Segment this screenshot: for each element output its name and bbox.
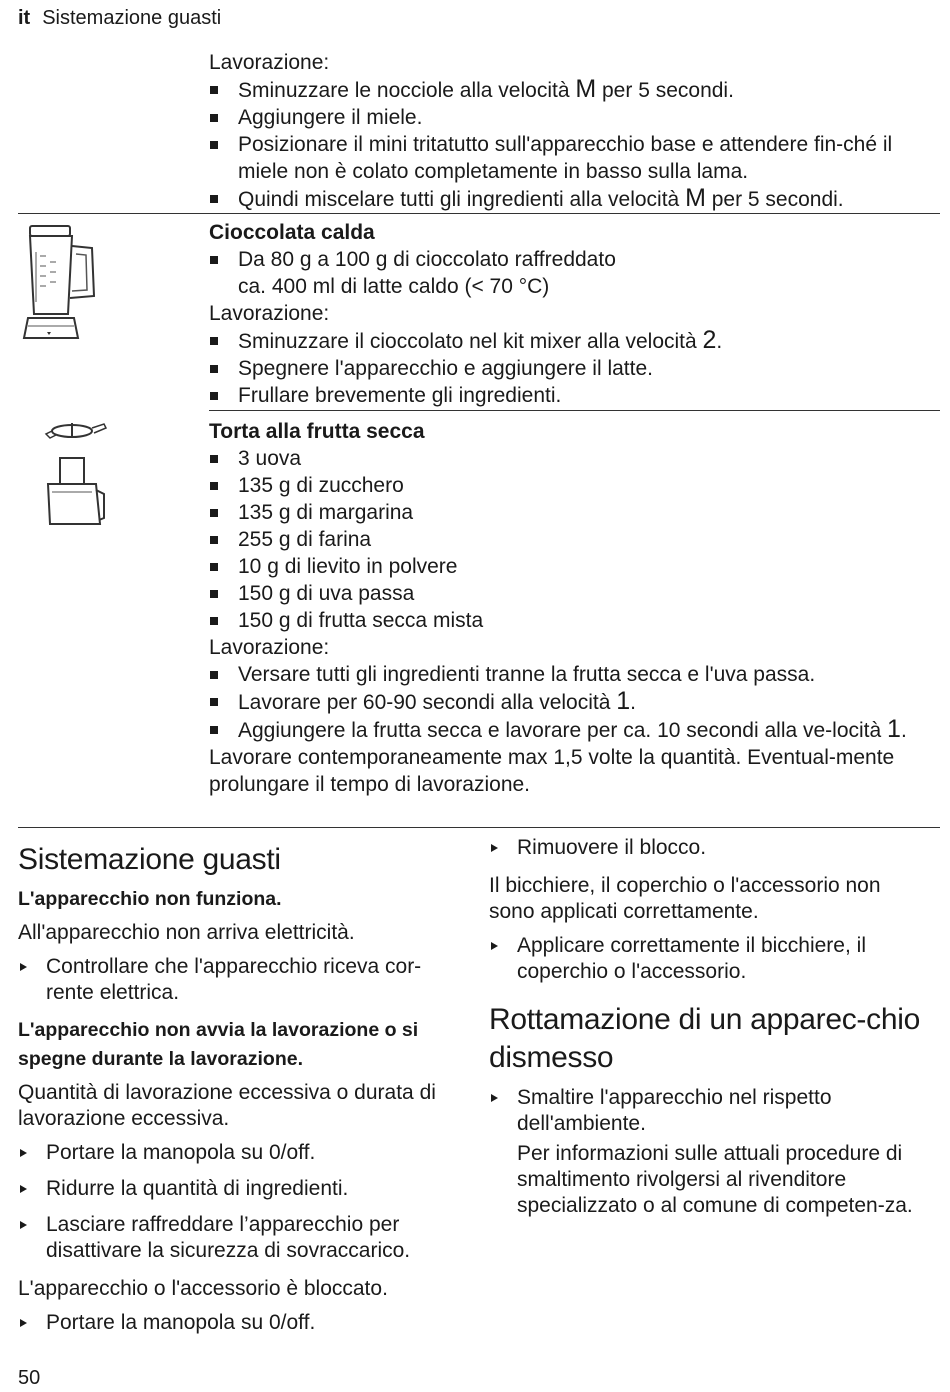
list-item: 135 g di margarina	[209, 499, 929, 526]
list-item: Rimuovere il blocco.	[489, 835, 929, 861]
action-list	[489, 835, 929, 861]
list-item: Versare tutti gli ingredienti tranne la frutta secca e l'uva passa.	[209, 661, 929, 688]
header-section-title: Sistemazione guasti	[42, 7, 222, 29]
fault-cause: All'apparecchio non arriva elettricità.	[18, 921, 355, 944]
blender-jug-icon	[20, 222, 100, 347]
ingredient-list	[209, 445, 929, 634]
list-item: 10 g di lievito in polvere	[209, 553, 929, 580]
list-item: Lasciare raffreddare l’apparecchio per disattivare la sicurezza di sovraccarico.	[18, 1212, 458, 1264]
list-item: Controllare che l'apparecchio riceva cor-rente elettrica.	[18, 954, 458, 1006]
troubleshooting-section	[18, 841, 458, 1336]
section-heading: Sistemazione guasti	[18, 843, 281, 876]
speed-symbol: 1	[616, 687, 631, 715]
action-list	[18, 954, 458, 1006]
list-item: Frullare brevemente gli ingredienti.	[209, 382, 929, 409]
lavorazione-label: Lavorazione:	[209, 51, 330, 74]
fault-title: L'apparecchio non avvia la lavorazione o si spegne durante la lavorazione.	[18, 1019, 419, 1070]
step-list	[209, 327, 929, 409]
recipe-top-block	[209, 49, 929, 213]
lavorazione-label: Lavorazione:	[209, 302, 330, 325]
action-list	[18, 1310, 458, 1336]
section-heading: Rottamazione di un apparec-chio dismesso	[489, 1003, 920, 1074]
fault-cause: Il bicchiere, il coperchio o l'accessorio non sono applicati correttamente.	[489, 874, 881, 923]
list-item: Ridurre la quantità di ingredienti.	[18, 1176, 458, 1202]
ingredient-list	[209, 246, 929, 300]
speed-symbol: 2	[702, 326, 717, 354]
speed-symbol: M	[575, 75, 597, 103]
divider	[209, 410, 940, 411]
recipe-cioccolata-block	[209, 219, 929, 409]
action-list	[18, 1140, 458, 1264]
step-list	[209, 76, 929, 213]
list-item: 150 g di uva passa	[209, 580, 929, 607]
recipe-title: Torta alla frutta secca	[209, 420, 425, 443]
disposal-info: Per informazioni sulle attuali procedure di smaltimento rivolgersi al rivenditore specializzato o al comune di competen-za.	[517, 1142, 913, 1217]
off-symbol: 0/off	[268, 1141, 310, 1164]
list-item: Aggiungere il miele.	[209, 104, 929, 131]
list-item: Applicare correttamente il bicchiere, il coperchio o l'accessorio.	[489, 933, 929, 985]
food-processor-disc-icon	[42, 418, 112, 530]
list-item: Sminuzzare le nocciole alla velocità M per 5 secondi.	[209, 76, 929, 104]
list-item: Smaltire l'apparecchio nel rispetto dell'ambiente. Per informazioni sulle attuali procedure di smaltimento rivolgersi al rivenditore specializzato o al comune di competen-za.	[489, 1085, 929, 1219]
recipe-note: Lavorare contemporaneamente max 1,5 volte la quantità. Eventual-mente prolungare il tempo di lavorazione.	[209, 746, 895, 796]
list-item: 3 uova	[209, 445, 929, 472]
page-header	[18, 6, 221, 30]
list-item: Quindi miscelare tutti gli ingredienti alla velocità M per 5 secondi.	[209, 185, 929, 213]
fault-cause: L'apparecchio o l'accessorio è bloccato.	[18, 1277, 388, 1300]
divider	[18, 827, 940, 828]
language-code: it	[18, 7, 31, 29]
page-number: 50	[18, 1367, 41, 1389]
list-item: Sminuzzare il cioccolato nel kit mixer alla velocità 2.	[209, 327, 929, 355]
divider	[18, 213, 940, 214]
list-item: Spegnere l'apparecchio e aggiungere il latte.	[209, 355, 929, 382]
recipe-title: Cioccolata calda	[209, 221, 375, 244]
list-item: Posizionare il mini tritatutto sull'apparecchio base e attendere fin-ché il miele non è colato completamente in basso sulla lama.	[209, 131, 929, 185]
troubleshooting-continued	[489, 835, 929, 1219]
list-item: 135 g di zucchero	[209, 472, 929, 499]
action-list	[489, 933, 929, 985]
list-item: Portare la manopola su 0/off.	[18, 1310, 458, 1336]
step-list	[209, 661, 929, 744]
list-item: 150 g di frutta secca mista	[209, 607, 929, 634]
list-item: Lavorare per 60-90 secondi alla velocità 1.	[209, 688, 929, 716]
action-list	[489, 1085, 929, 1219]
list-item: 255 g di farina	[209, 526, 929, 553]
off-symbol: 0/off	[268, 1311, 310, 1334]
fault-cause: Quantità di lavorazione eccessiva o durata di lavorazione eccessiva.	[18, 1081, 436, 1130]
list-item: Portare la manopola su 0/off.	[18, 1140, 458, 1166]
fault-title: L'apparecchio non funziona.	[18, 888, 282, 910]
list-item: Da 80 g a 100 g di cioccolato raffreddato ca. 400 ml di latte caldo (< 70 °C)	[209, 246, 929, 300]
lavorazione-label: Lavorazione:	[209, 636, 330, 659]
speed-symbol: M	[685, 184, 706, 212]
recipe-torta-block	[209, 418, 929, 798]
list-item: Aggiungere la frutta secca e lavorare per ca. 10 secondi alla ve-locità 1.	[209, 716, 929, 744]
speed-symbol: 1	[887, 715, 901, 743]
